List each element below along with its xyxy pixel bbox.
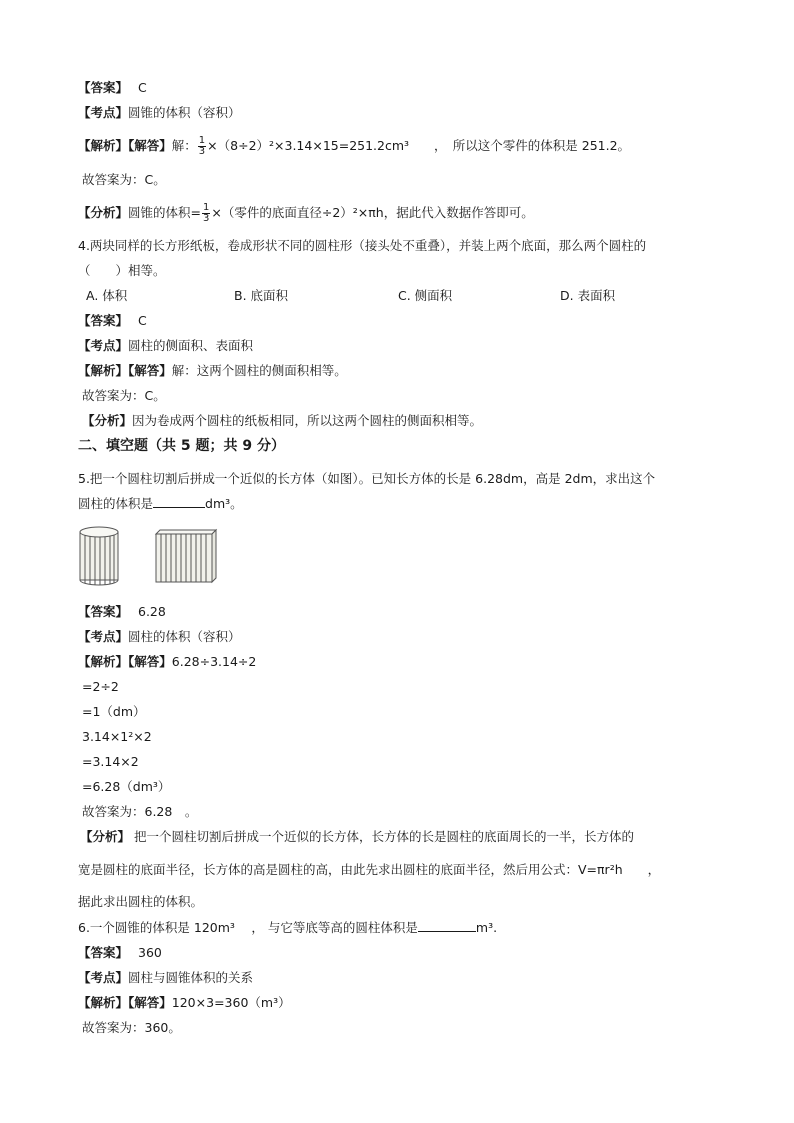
cuboid-drawing — [156, 530, 216, 582]
q5-fenxi-line1: 【分析】 把一个圆柱切割后拼成一个近似的长方体，长方体的长是圆柱的底面周长的一半，长方体的 — [80, 829, 635, 844]
q3-solve-prefix: 解： — [171, 138, 197, 153]
analysis-tag: 【解析】 — [78, 995, 129, 1010]
q3-point-line — [78, 104, 241, 122]
q5-answer: 6.28 — [138, 604, 166, 619]
q5-stem-line1: 5.把一个圆柱切割后拼成一个近似的长方体（如图）。已知长方体的长是 6.28dm，高是 2dm，求出这个 — [78, 471, 656, 486]
point-tag: 【考点】 — [78, 629, 129, 644]
q6-solve: 120×3=360（m³） — [171, 995, 291, 1010]
point-tag: 【考点】 — [78, 105, 129, 120]
q4-answer-line — [78, 312, 147, 330]
q3-solve-line — [78, 136, 630, 157]
solve-tag: 【解答】 — [128, 138, 172, 153]
solve-tag: 【解答】 — [128, 654, 172, 669]
q3-point: 圆锥的体积（容积） — [128, 105, 241, 120]
q4-fenxi: 因为卷成两个圆柱的纸板相同，所以这两个圆柱的侧面积相等。 — [132, 413, 483, 428]
q4-option-c: C. 侧面积 — [398, 288, 453, 303]
q5-solve-first: 6.28÷3.14÷2 — [171, 654, 257, 669]
analysis-tag: 【解析】 — [78, 363, 129, 378]
q5-fenxi-line3: 据此求出圆柱的体积。 — [78, 894, 204, 909]
q6-point: 圆柱与圆锥体积的关系 — [128, 970, 254, 985]
q5-fenxi-line2: 宽是圆柱的底面半径，长方体的高是圆柱的高，由此先求出圆柱的底面半径，然后用公式：V=πr²h ， — [78, 862, 661, 877]
q4-conclusion: 故答案为：C。 — [82, 388, 166, 403]
q3-fenxi-prefix: 圆锥的体积= — [128, 205, 201, 220]
q5-step: =1（dm） — [82, 704, 146, 719]
point-tag: 【考点】 — [78, 338, 129, 353]
point-tag: 【考点】 — [78, 970, 129, 985]
q4-option-d: D. 表面积 — [560, 288, 616, 303]
one-third-fraction: $\frac{1}{3}$ — [198, 135, 206, 157]
solve-tag: 【解答】 — [128, 995, 172, 1010]
q3-fenxi-line — [78, 203, 534, 224]
q5-step: =3.14×2 — [82, 754, 139, 769]
analysis-tag: 【解析】 — [78, 138, 129, 153]
answer-tag: 【答案】 — [78, 604, 129, 619]
answer-tag: 【答案】 — [78, 313, 129, 328]
q6-stem: 6.一个圆锥的体积是 120m³ ， 与它等底等高的圆柱体积是 m³. — [78, 920, 498, 935]
section-title: 二、填空题（共 5 题；共 9 分） — [78, 438, 285, 454]
q3-answer: C — [138, 80, 147, 95]
q5-point: 圆柱的体积（容积） — [128, 629, 241, 644]
q5-step: 3.14×1²×2 — [82, 729, 152, 744]
solve-tag: 【解答】 — [128, 363, 172, 378]
analysis-tag: 【解析】 — [78, 654, 129, 669]
cylinder-cuboid-figure — [76, 524, 226, 586]
q5-stem-line2: 圆柱的体积是 dm³。 — [78, 496, 243, 511]
q6-conclusion: 故答案为：360。 — [82, 1020, 181, 1035]
q3-fenxi-rest: ×（零件的底面直径÷2）²×πh，据此代入数据作答即可。 — [211, 205, 534, 220]
q6-solve-line — [78, 994, 291, 1012]
q5-step: =6.28（dm³） — [82, 779, 171, 794]
one-third-fraction: $\frac{1}{3}$ — [203, 202, 210, 224]
q6-answer-blank — [418, 919, 476, 932]
fenxi-tag: 【分析】 — [82, 413, 133, 428]
answer-tag: 【答案】 — [78, 80, 129, 95]
q4-point-line — [78, 337, 253, 355]
q5-answer-blank — [153, 495, 205, 508]
q4-solve: 解：这两个圆柱的侧面积相等。 — [171, 363, 347, 378]
q4-solve-line — [78, 362, 347, 380]
q5-solve-line — [78, 653, 256, 671]
q3-conclusion: 故答案为：C。 — [82, 172, 166, 187]
q4-point: 圆柱的侧面积、表面积 — [128, 338, 254, 353]
q5-conclusion: 故答案为：6.28 。 — [82, 804, 198, 819]
q6-point-line — [78, 969, 253, 987]
q3-answer-line — [78, 79, 147, 97]
q6-answer-line — [78, 944, 162, 962]
q3-solve-rest: ×（8÷2）²×3.14×15=251.2cm³ ， 所以这个零件的体积是 251.2。 — [207, 138, 631, 153]
fenxi-tag: 【分析】 — [80, 829, 131, 844]
q6-answer: 360 — [138, 945, 162, 960]
q5-step: =2÷2 — [82, 679, 119, 694]
q5-answer-line — [78, 603, 166, 621]
q5-point-line — [78, 628, 241, 646]
q4-fenxi-line — [82, 412, 482, 430]
q4-option-b: B. 底面积 — [234, 288, 289, 303]
cylinder-drawing — [80, 527, 118, 585]
q4-option-a: A. 体积 — [86, 288, 128, 303]
q4-stem-line2: （ ）相等。 — [78, 263, 166, 278]
answer-tag: 【答案】 — [78, 945, 129, 960]
q4-answer: C — [138, 313, 147, 328]
q4-stem-line1: 4.两块同样的长方形纸板，卷成形状不同的圆柱形（接头处不重叠），并装上两个底面，那么两个圆柱的 — [78, 238, 647, 253]
fenxi-tag: 【分析】 — [78, 205, 129, 220]
